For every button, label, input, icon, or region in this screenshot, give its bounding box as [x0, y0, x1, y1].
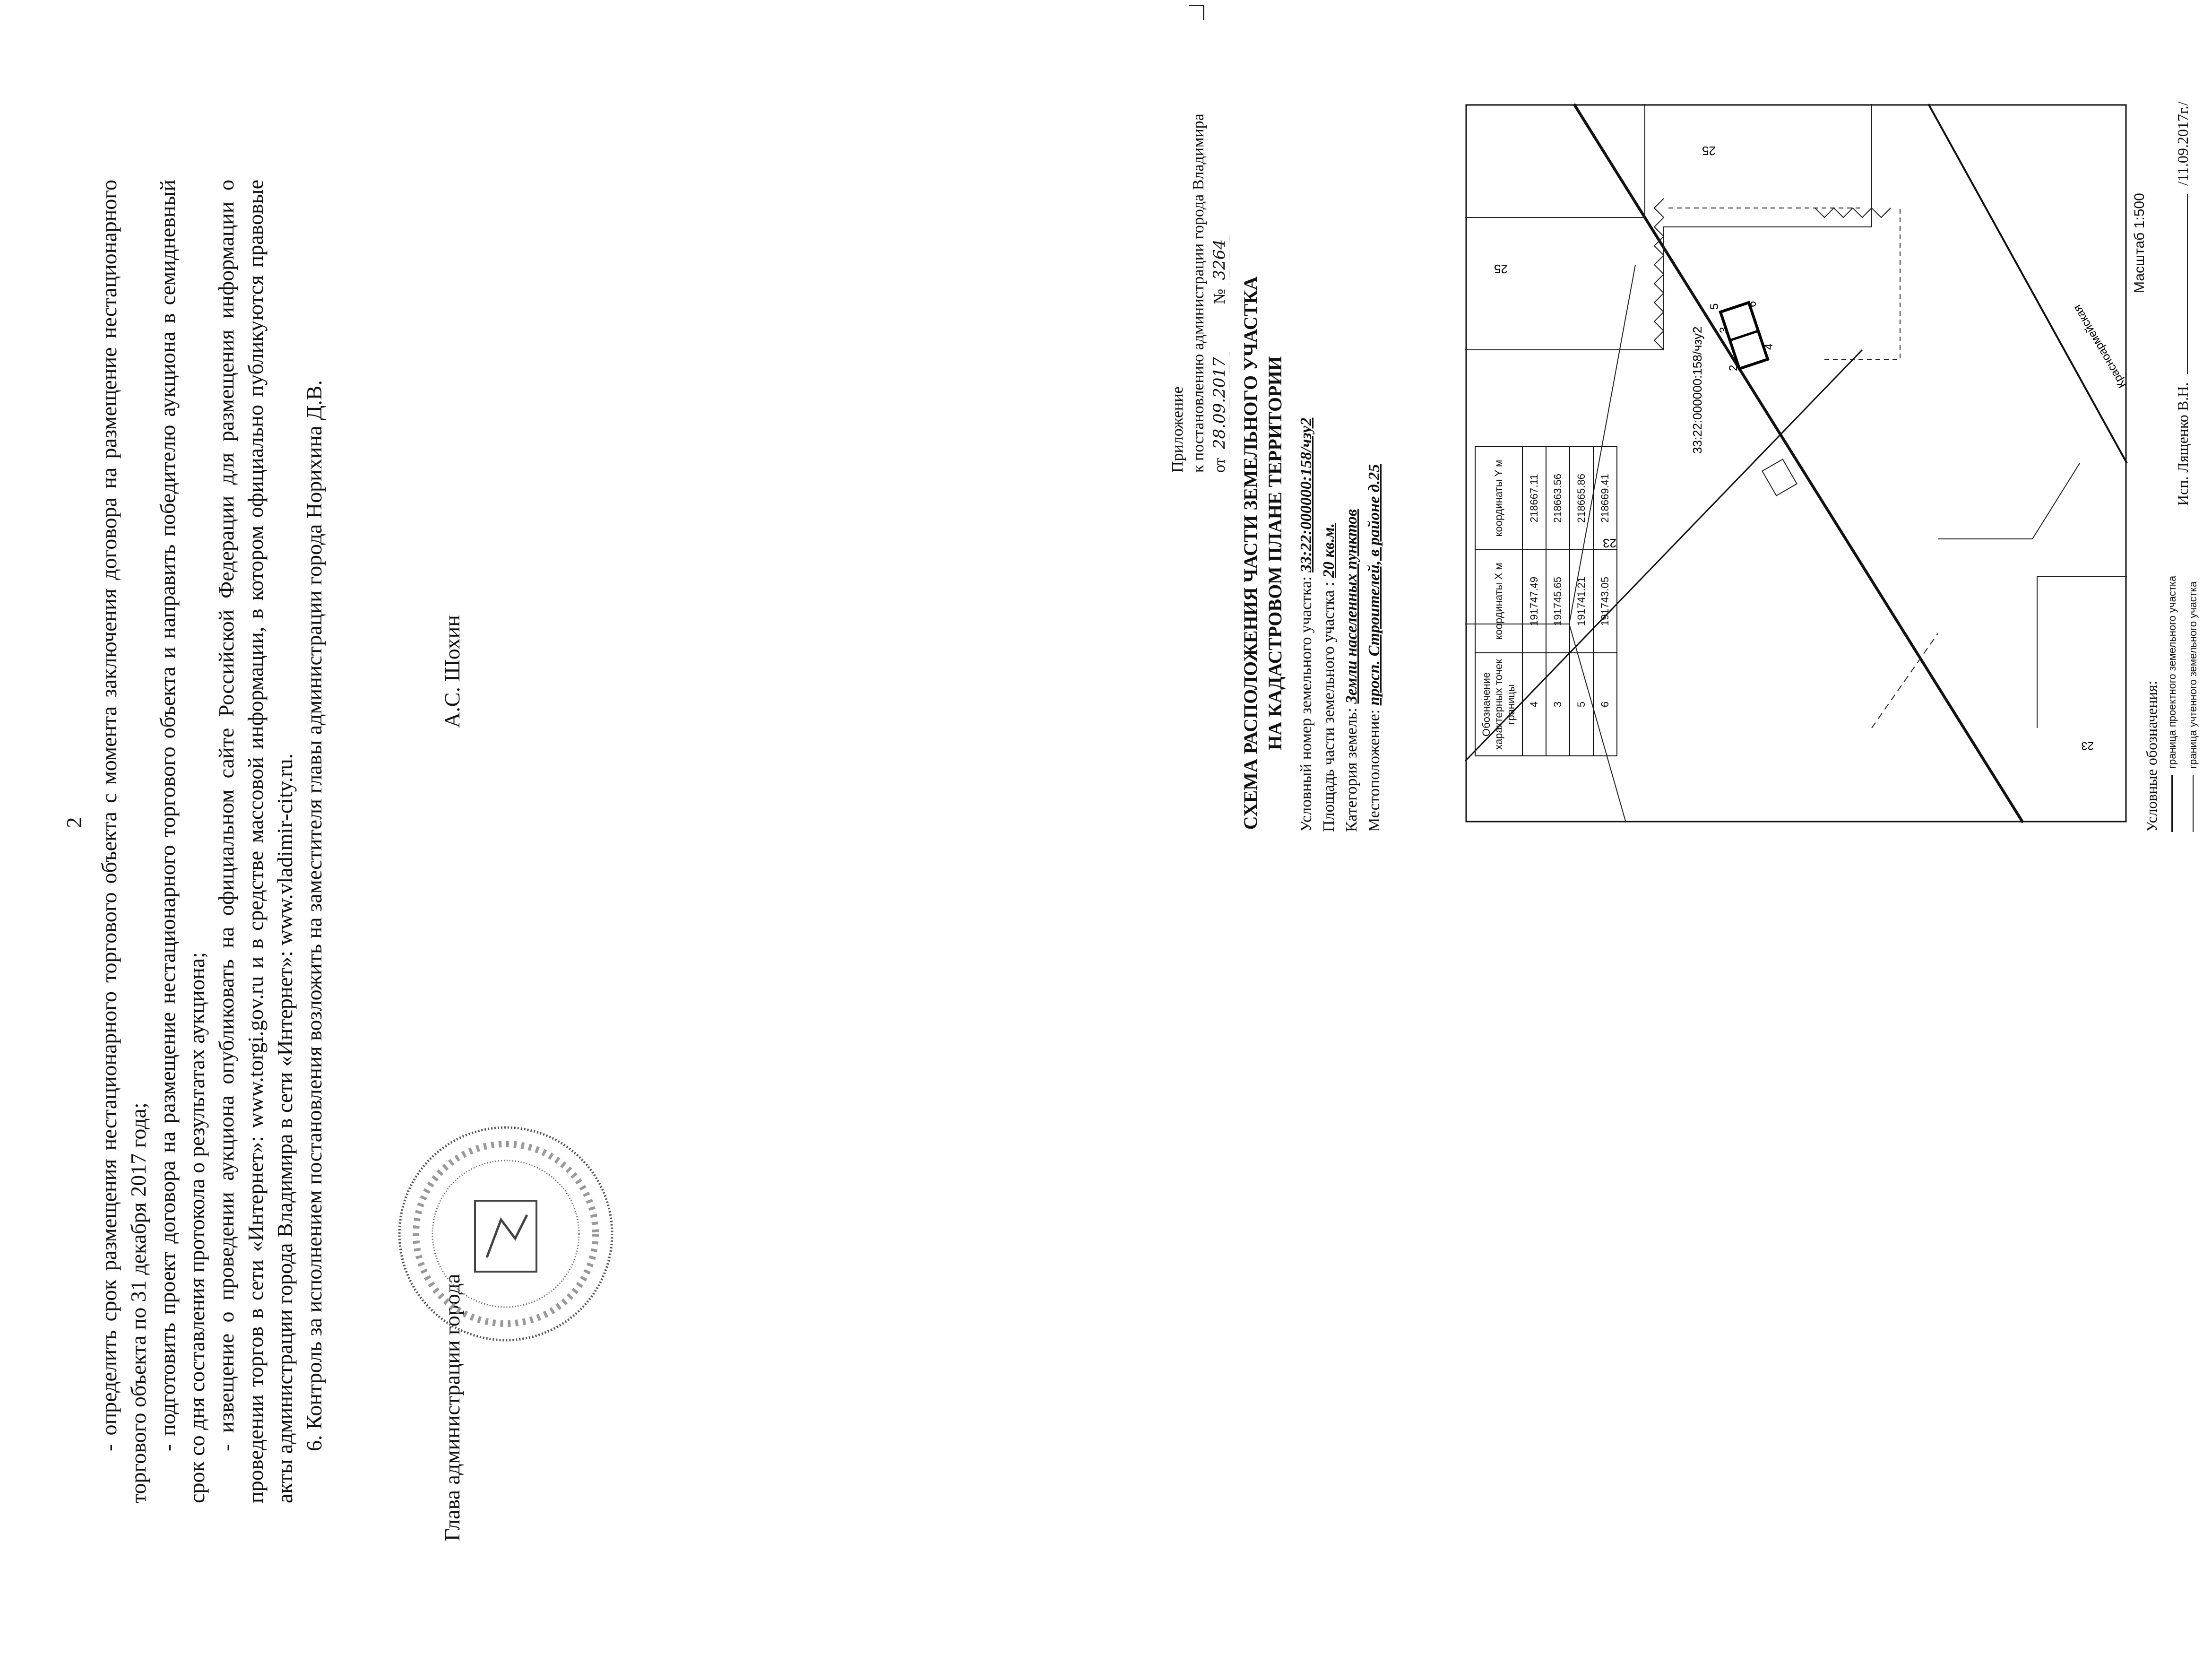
header-x: координаты X м	[1475, 550, 1522, 653]
appendix-header	[1167, 85, 1230, 473]
category-value: Земли населенных пунктов	[1343, 509, 1360, 704]
appendix-date-row	[1209, 85, 1230, 473]
table-header-row	[1475, 447, 1522, 756]
legend	[2141, 123, 2203, 832]
cell-x: 191745.65	[1546, 550, 1570, 653]
category-row	[1340, 76, 1363, 832]
paragraph-notice: - извещение о проведении аукциона опубликовать на официальном сайте Российской Федерации для размещения информации о проведении торгов в сети «Интернет»: www.torgi.gov.ru и в средстве массовой информации, в котором официально публикуются правовые акты администрации города Владимира в сети «Интернет»: www.vladimir-city.ru.	[214, 180, 297, 1503]
executor-row	[2174, 102, 2192, 506]
map-label-25a: 25	[1494, 262, 1508, 276]
paragraph-contract: - подготовить проект договора на размещение нестационарного торгового объекта и направить победителю аукциона в семидневный срок со дня составления протокола о результатах аукциона;	[156, 180, 209, 1503]
cell-x: 191743.05	[1593, 550, 1617, 653]
legend-item-project-text: граница проектного земельного участка	[2166, 575, 2178, 769]
appendix-label: Приложение	[1169, 386, 1186, 473]
number-prefix: №	[1211, 288, 1228, 304]
executor-date: /11.09.2017г./	[2174, 101, 2191, 186]
executor-signature	[2187, 194, 2188, 374]
area-row	[1318, 76, 1340, 832]
map-label-23b: 23	[2081, 739, 2094, 752]
legend-line-thin	[2193, 775, 2194, 832]
table-row	[1570, 447, 1593, 756]
cell-point: 6	[1593, 653, 1617, 756]
cell-y: 218667.11	[1522, 447, 1546, 550]
legend-title: Условные обозначения:	[2143, 680, 2160, 832]
executor-label: Исп. Лященко В.Н.	[2174, 382, 2191, 506]
area-label: Площадь части земельного участка :	[1320, 581, 1338, 832]
resolution-text	[95, 180, 329, 1503]
location-label: Местоположение:	[1365, 709, 1383, 832]
appendix-number: 3264	[1210, 234, 1229, 285]
point-6: 6	[1746, 301, 1759, 307]
coordinates-table	[1475, 446, 1617, 756]
point-4: 4	[1763, 343, 1775, 350]
signatory-position: Глава администрации города	[440, 1274, 464, 1541]
cell-y: 218669.41	[1593, 447, 1617, 550]
scheme-title-line-1: СХЕМА РАСПОЛОЖЕНИЯ ЧАСТИ ЗЕМЕЛЬНОГО УЧАСТКА	[1240, 276, 1261, 830]
location-row	[1363, 76, 1386, 832]
appendix-date: 28.09.2017	[1210, 352, 1229, 454]
cell-point: 4	[1522, 653, 1546, 756]
cell-point: 3	[1546, 653, 1570, 756]
header-point: Обозначение характерных точек границы	[1475, 653, 1522, 756]
category-label: Категория земель:	[1343, 708, 1360, 832]
legend-item-registered-text: граница учтенного земельного участка	[2187, 581, 2199, 769]
cond-number-value: 33:22:000000:158/чзу2	[1297, 417, 1315, 572]
point-5: 5	[1708, 303, 1721, 310]
cond-number-label: Условный номер земельного участка:	[1297, 576, 1315, 832]
map-label-25b: 25	[1702, 144, 1716, 158]
corner-mark	[1189, 5, 1204, 20]
paragraph-term: - определить срок размещения нестационарного торгового объекта с момента заключения договора на размещение нестационарного торгового объекта по 31 декабря 2017 года;	[97, 180, 150, 1503]
street-label: Красноармейская	[2071, 302, 2129, 390]
plot-label: 33:22:000000:158/чзу2	[1690, 326, 1704, 454]
table-row	[1593, 447, 1617, 756]
cell-x: 191747.49	[1522, 550, 1546, 653]
table-row	[1522, 447, 1546, 756]
point-2: 2	[1727, 364, 1740, 371]
legend-line-thick	[2171, 775, 2173, 832]
page-number: 2	[62, 817, 86, 828]
paragraph-control: 6. Контроль за исполнением постановления возложить на заместителя главы администрации города Норихина Д.В.	[302, 380, 326, 1451]
appendix-page	[1158, 66, 2212, 1569]
cell-point: 5	[1570, 653, 1593, 756]
map-scale: Масштаб 1:500	[2132, 193, 2147, 293]
seal-stamp	[392, 1120, 619, 1347]
map-label-23a: 23	[1603, 536, 1616, 550]
plot-info	[1295, 76, 1386, 832]
scheme-title-line-2: НА КАДАСТРОВОМ ПЛАНЕ ТЕРРИТОРИИ	[1264, 356, 1286, 750]
point-3: 3	[1718, 327, 1730, 333]
scheme-title	[1238, 151, 1287, 955]
area-value: 20 кв.м.	[1320, 523, 1338, 578]
cond-number-row	[1295, 76, 1318, 832]
cell-y: 218663.56	[1546, 447, 1570, 550]
location-value: просп. Строителей, в районе д.25	[1365, 464, 1383, 706]
header-y: координаты Y м	[1475, 447, 1522, 550]
appendix-line: к постановлению администрации города Владимира	[1190, 113, 1207, 473]
table-row	[1546, 447, 1570, 756]
cell-y: 218665.86	[1570, 447, 1593, 550]
signatory-name: А.С. Шохин	[440, 615, 464, 728]
cell-x: 191741.21	[1570, 550, 1593, 653]
date-prefix: от	[1211, 458, 1228, 473]
